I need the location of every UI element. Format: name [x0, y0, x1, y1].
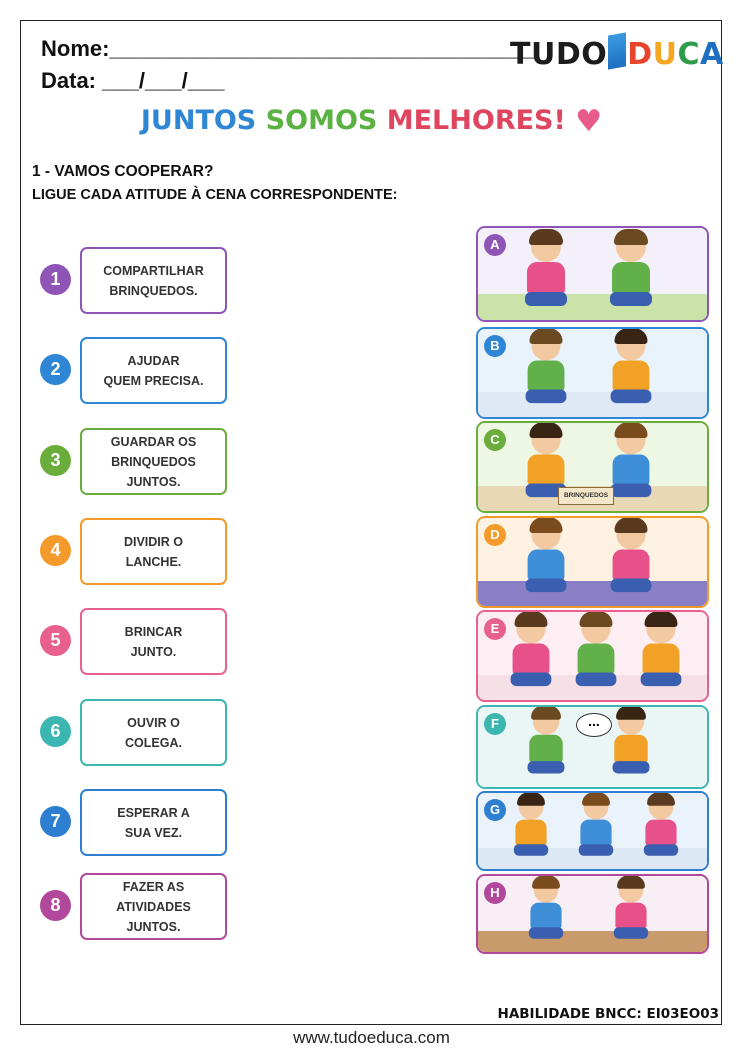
logo-letter: C [677, 37, 701, 72]
attitude-number-3: 3 [40, 445, 71, 476]
scene-b[interactable] [476, 327, 709, 419]
worksheet-title [0, 104, 743, 139]
child-illustration [523, 232, 569, 310]
attitude-box-2[interactable]: AJUDAR QUEM PRECISA. [80, 337, 227, 404]
scene-letter-f: F [484, 713, 506, 735]
scene-letter-e: E [484, 618, 506, 640]
scene-letter-g: G [484, 799, 506, 821]
title-word-3: MELHORES! [386, 105, 566, 136]
child-illustration [609, 520, 654, 596]
question-instruction: LIGUE CADA ATITUDE À CENA CORRESPONDENTE: [32, 187, 398, 203]
logo-letter: U [652, 37, 678, 72]
child-illustration [527, 878, 565, 942]
child-illustration [577, 795, 615, 859]
scene-g[interactable] [476, 791, 709, 871]
attitude-box-8[interactable]: FAZER AS ATIVIDADES JUNTOS. [80, 873, 227, 940]
scene-letter-c: C [484, 429, 506, 451]
speech-bubble: ... [576, 713, 612, 737]
attitude-box-3[interactable]: GUARDAR OS BRINQUEDOS JUNTOS. [80, 428, 227, 495]
logo-text-tudo: TUDO [510, 37, 608, 72]
child-illustration [611, 708, 651, 777]
scene-floor [478, 581, 707, 606]
question-title: 1 - VAMOS COOPERAR? [32, 163, 214, 180]
scene-a[interactable] [476, 226, 709, 322]
attitude-box-4[interactable]: DIVIDIR O LANCHE. [80, 518, 227, 585]
attitude-box-7[interactable]: ESPERAR A SUA VEZ. [80, 789, 227, 856]
date-field-label: Data: ___/___/___ [41, 68, 225, 93]
attitude-box-1[interactable]: COMPARTILHAR BRINQUEDOS. [80, 247, 227, 314]
scene-e[interactable] [476, 610, 709, 702]
child-illustration [574, 614, 619, 690]
attitude-box-6[interactable]: OUVIR O COLEGA. [80, 699, 227, 766]
scene-floor [478, 392, 707, 417]
logo-letter: A [700, 37, 724, 72]
child-illustration [524, 331, 569, 407]
child-illustration [612, 878, 650, 942]
attitude-number-5: 5 [40, 625, 71, 656]
scene-floor [478, 765, 707, 787]
logo-text-duca [627, 37, 724, 72]
heart-icon: ♥ [575, 104, 603, 139]
scene-h[interactable] [476, 874, 709, 954]
title-word-1: JUNTOS [140, 105, 257, 136]
scene-letter-h: H [484, 882, 506, 904]
logo-letter: D [627, 37, 653, 72]
toy-box-label: BRINQUEDOS [558, 487, 614, 505]
scene-letter-a: A [484, 234, 506, 256]
attitude-number-1: 1 [40, 264, 71, 295]
book-icon [608, 32, 626, 69]
attitude-number-2: 2 [40, 354, 71, 385]
scene-floor [478, 294, 707, 320]
scene-floor [478, 931, 707, 952]
scene-letter-b: B [484, 335, 506, 357]
scene-letter-d: D [484, 524, 506, 546]
scene-c[interactable] [476, 421, 709, 513]
child-illustration [639, 614, 684, 690]
child-illustration [608, 232, 654, 310]
child-illustration [609, 331, 654, 407]
name-field-label: Nome:___________________________________ [41, 36, 538, 61]
attitude-number-7: 7 [40, 806, 71, 837]
attitude-number-4: 4 [40, 535, 71, 566]
child-illustration [642, 795, 680, 859]
child-illustration [526, 708, 566, 777]
bncc-skill-label: HABILIDADE BNCC: EI03EO03 [497, 1006, 719, 1022]
website-url[interactable]: www.tudoeduca.com [293, 1028, 450, 1047]
child-illustration [512, 795, 550, 859]
attitude-number-8: 8 [40, 890, 71, 921]
scene-f[interactable] [476, 705, 709, 789]
child-illustration [509, 614, 554, 690]
attitude-box-5[interactable]: BRINCAR JUNTO. [80, 608, 227, 675]
attitude-number-6: 6 [40, 716, 71, 747]
scene-d[interactable] [476, 516, 709, 608]
title-word-2: SOMOS [265, 105, 378, 136]
child-illustration [609, 425, 654, 501]
tudoeduca-logo [510, 34, 724, 72]
child-illustration [524, 520, 569, 596]
